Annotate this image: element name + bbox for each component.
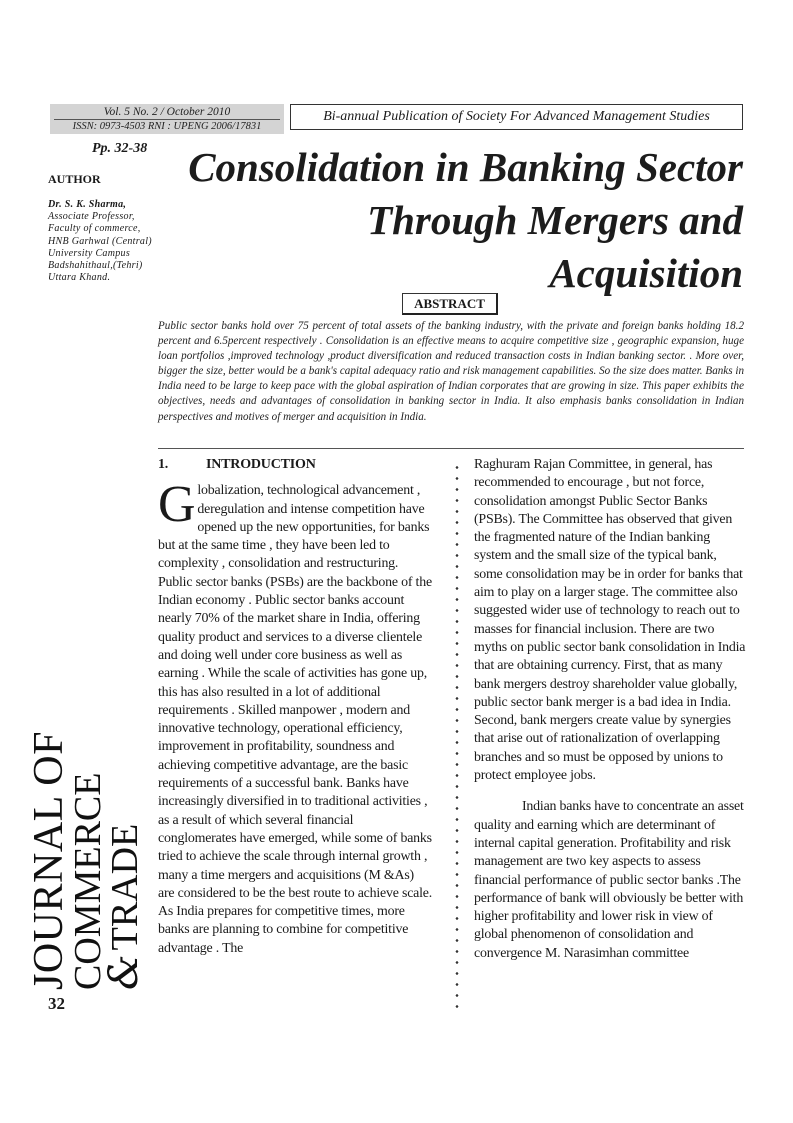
author-line: Faculty of commerce, <box>48 223 141 235</box>
author-affiliation <box>48 199 152 284</box>
publication-banner: Bi-annual Publication of Society For Advanced Management Studies <box>290 104 743 130</box>
author-line: University Campus <box>48 247 131 259</box>
journal-name-line2 <box>67 731 109 990</box>
author-line: Badshahithaul,(Tehri) <box>48 260 143 272</box>
right-paragraph-1: Raghuram Rajan Committee, in general, has recommended to encourage , but not force, consolidation amongst Public Sector Banks (PSBs). The Committee has observed that given the fragmented nature of the Indian banking system and the small size of the typical bank, some consolidation may be in order for banks that aim to play on a larger stage. The committee also suggested wider use of technology to reach out to masses for financial inclusion. There are two myths on public sector bank consolidation in India that are obtaining currency. First, that as many bank mergers destroy shareholder value globally, public sector bank merger is a bad idea in India. Second, bank mergers create value by synergies that arise out of rationalization of overlapping branches and so must be opposed by unions to protect employee jobs. <box>474 457 746 784</box>
journal-name-commerce: COMMERCE <box>67 772 109 990</box>
volume-issn-box <box>50 104 284 134</box>
section-number: 1. <box>158 457 169 472</box>
page-number: 32 <box>48 994 65 1013</box>
journal-ampersand: & <box>101 954 147 990</box>
abstract-divider <box>158 448 744 449</box>
body-left-column <box>158 456 433 958</box>
journal-name-line3 <box>101 731 147 990</box>
body-right-column <box>474 456 746 963</box>
abstract-text: Public sector banks hold over 75 percent of total assets of the banking industry, with the private and foreign banks holding 18.2 percent and 6.5percent respectively . Consolidation is an effective means to acquire competitive size , geographic expansion, huge loan portfolios ,improved technology ,product diversification and reduced transaction costs in Indian banking sector. . More over, bigger the size, better would be a bank's capital adequacy ratio and risk management capabilities. So the size does matter. Banks in India need to be large to keep pace with the global aspiration of Indian corporates that are growing in size. This paper exhibits the objectives, needs and advantages of consolidation in banking sector in India. It also emphasis banks consolidation in Indian perspectives and motives of merger and acquisition in India. <box>158 320 744 423</box>
intro-text: lobalization, technological advancement , deregulation and intense competition have opened up the new opportunities, for banks but at the same time , they have been led to complexity , consolidation and restructuring. Public sector banks (PSBs) are the backbone of the Indian economy . Public sector banks account nearly 70% of the market share in India, offering quality product and services to a diverse clientele and doing well under core business as well as earning . While the scale of activities has gone up, this has also resulted in a lot of additional requirements . Skilled manpower , modern and innovative technology, operational efficiency, improvement in profitability, soundness and achieving competitive advantage, are the basic requirements of a successful bank. Banks have increasingly diversified in to traditional activities , as a result of which several financial conglomerates have emerged, while some of banks tried to achieve the scale through internal growth , many a time mergers and acquisitions (M &As) are considered to be the best route to achieve scale. As India prepares for competitive times, more banks are planning to combine for competitive advantage . The <box>158 483 433 956</box>
author-line: Uttara Khand. <box>48 272 111 284</box>
page-range: Pp. 32-38 <box>92 141 148 156</box>
right-paragraph-2: Indian banks have to concentrate an asset quality and earning which are determinant of internal capital generation. Profitability and risk management are two key aspects to assess financial performance of public sector banks .The performance of bank will obviously be better with higher profitability and lower risk in view of global phenomenon of consolidation and convergence M. Narasimhan committee <box>474 799 744 961</box>
intro-paragraph <box>158 476 433 958</box>
author-line: Associate Professor, <box>48 211 135 223</box>
drop-cap: G <box>158 476 196 534</box>
journal-name-trade: TRADE <box>104 823 146 951</box>
abstract-label: ABSTRACT <box>402 293 498 315</box>
section-title: INTRODUCTION <box>206 457 316 472</box>
section-heading <box>158 456 433 474</box>
paragraph-spacer <box>474 785 746 798</box>
issn-info: ISSN: 0973-4503 RNI : UPENG 2006/17831 <box>72 121 262 132</box>
column-divider <box>455 462 459 1014</box>
journal-name-line1: JOURNAL OF <box>26 731 72 990</box>
paper-title: Consolidation in Banking Sector Through Mergers and Acquisition <box>188 144 743 296</box>
journal-logo <box>26 731 147 990</box>
volume-info: Vol. 5 No. 2 / October 2010 <box>54 105 280 120</box>
author-name: Dr. S. K. Sharma, <box>48 199 127 210</box>
author-line: HNB Garhwal (Central) <box>48 235 152 247</box>
author-heading: AUTHOR <box>48 172 101 186</box>
